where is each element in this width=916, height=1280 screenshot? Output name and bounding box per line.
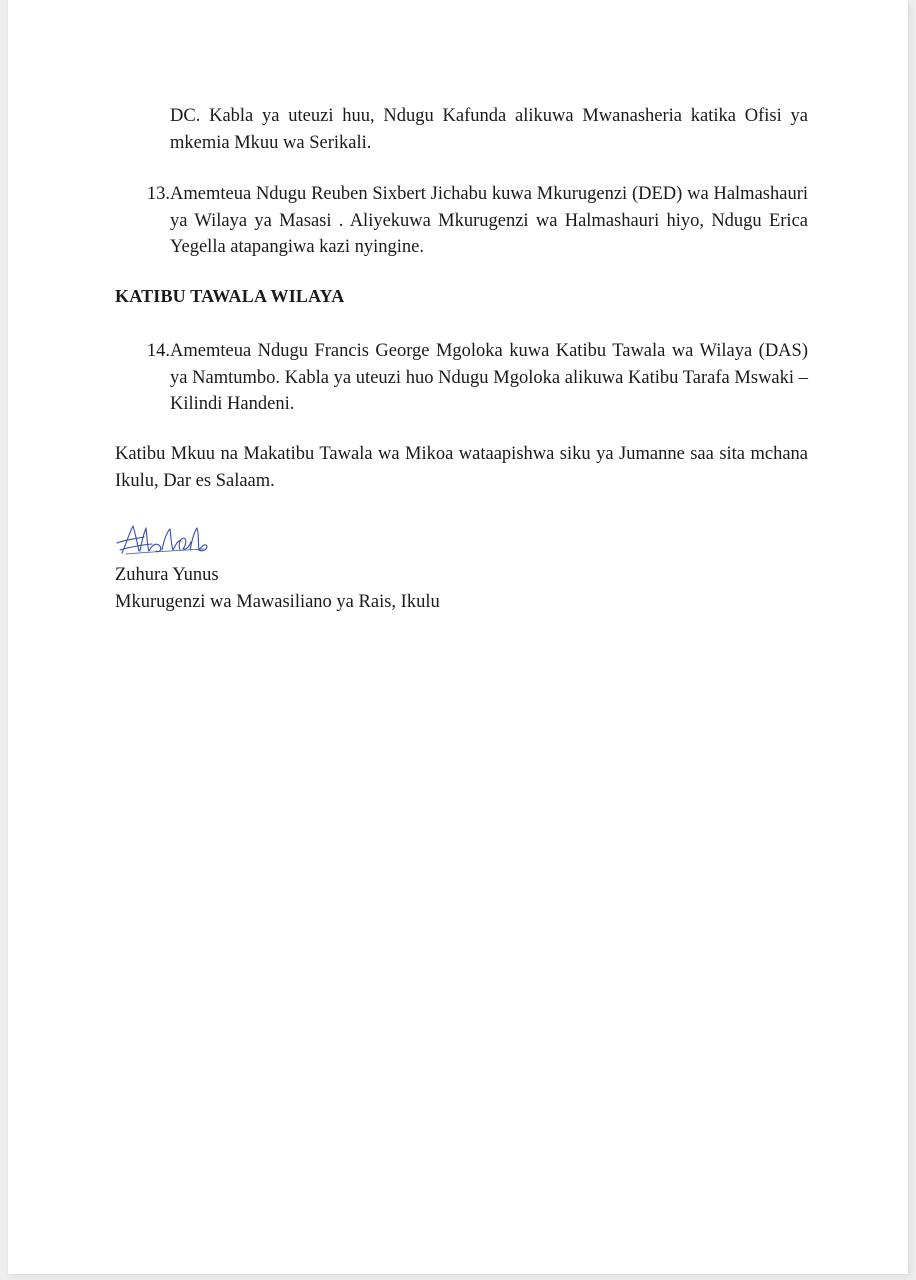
closing-paragraph: Katibu Mkuu na Makatibu Tawala wa Mikoa wataapishwa siku ya Jumanne saa sita mchana Ikulu, Dar es Salaam.: [115, 444, 808, 491]
list-item: [115, 338, 808, 418]
list-item-number: 14.: [146, 341, 170, 361]
signer-name: Zuhura Yunus: [115, 565, 219, 585]
signature-image: [116, 520, 208, 560]
document-page: [8, 0, 908, 1274]
list-item-text: Amemteua Ndugu Francis George Mgoloka kuwa Katibu Tawala wa Wilaya (DAS) ya Namtumbo. Kabla ya uteuzi huo Ndugu Mgoloka alikuwa Katibu Tarafa Mswaki – Kilindi Handeni.: [170, 341, 808, 414]
continued-paragraph: DC. Kabla ya uteuzi huu, Ndugu Kafunda alikuwa Mwanasheria katika Ofisi ya mkemia Mkuu wa Serikali.: [170, 106, 808, 153]
section-heading: KATIBU TAWALA WILAYA: [115, 286, 345, 306]
list-item-number: 13.: [146, 184, 170, 204]
list-item: [115, 181, 808, 261]
signer-title: Mkurugenzi wa Mawasiliano ya Rais, Ikulu: [115, 592, 440, 612]
signature-strokes: [117, 526, 207, 554]
list-item-text: Amemteua Ndugu Reuben Sixbert Jichabu kuwa Mkurugenzi (DED) wa Halmashauri ya Wilaya ya Masasi . Aliyekuwa Mkurugenzi wa Halmashauri hiyo, Ndugu Erica Yegella atapangiwa kazi nyingine.: [170, 184, 808, 257]
